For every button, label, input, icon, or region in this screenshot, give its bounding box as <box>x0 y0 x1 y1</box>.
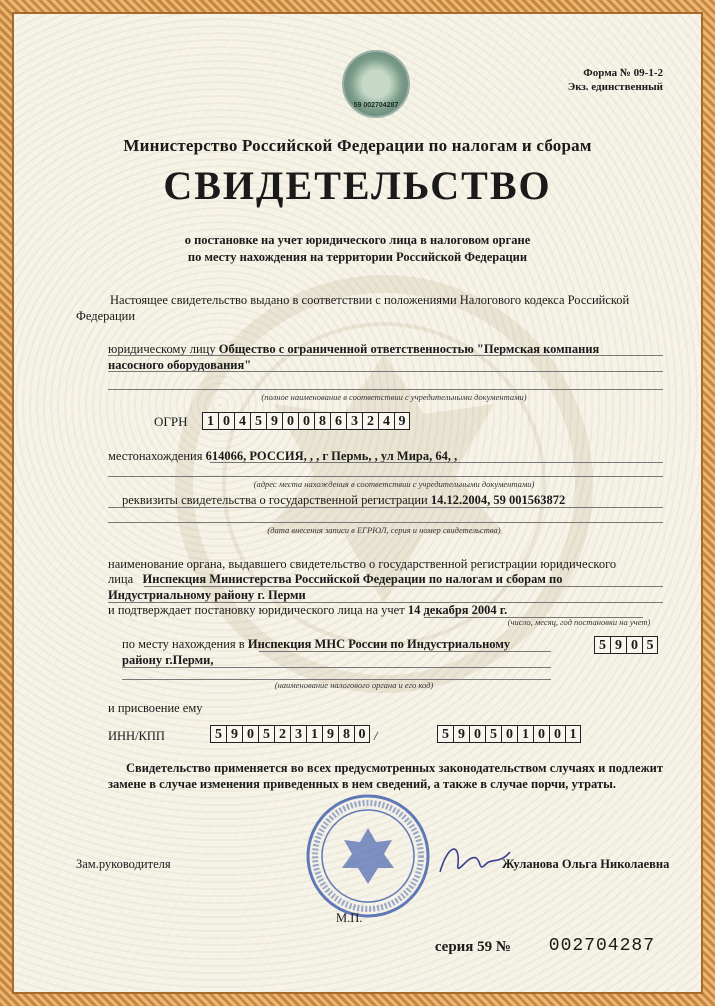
registration-hint: (дата внесения записи в ЕГРЮЛ, серия и номер свидетельства) <box>267 525 501 535</box>
notice-text: Свидетельство применяется во всех предусмотренных законодательством случаях и подлежит замене в случае изменения приведенных в нем сведений, а также в случае порчи, утраты. <box>108 761 663 791</box>
inn-kpp-slash: / <box>374 729 378 743</box>
stamp-placeholder-mp: М.П. <box>336 911 363 925</box>
location-value: 614066, РОССИЯ, , , г Пермь, , ул Мира, 64, , <box>205 449 458 463</box>
assign-text: и присвоение ему <box>108 701 203 715</box>
subtitle-line-1: о постановке на учет юридического лица в налоговом органе <box>184 233 531 247</box>
digit-cell: 1 <box>202 412 218 430</box>
certificate-page <box>12 12 703 994</box>
digit-cell: 1 <box>517 725 533 743</box>
rule <box>108 389 663 390</box>
digit-cell: 5 <box>594 636 610 654</box>
digit-cell: 9 <box>226 725 242 743</box>
tax-office-hint: (наименование налогового органа и его код) <box>274 680 434 690</box>
digit-cell: 9 <box>394 412 410 430</box>
rule <box>108 371 663 372</box>
digit-cell: 6 <box>330 412 346 430</box>
location-hint: (адрес места нахождения в соответствии с учредительными документами) <box>253 479 535 489</box>
digit-cell: 0 <box>218 412 234 430</box>
digit-cell: 5 <box>250 412 266 430</box>
digit-cell: 4 <box>378 412 394 430</box>
issuer-value-line-1: Инспекция Министерства Российской Федерации по налогам и сборам по <box>142 572 563 586</box>
digit-cell: 8 <box>338 725 354 743</box>
digit-cell: 0 <box>549 725 565 743</box>
rule <box>108 355 663 356</box>
digit-cell: 2 <box>362 412 378 430</box>
digit-cell: 0 <box>626 636 642 654</box>
tax-office-code-cells <box>594 636 658 654</box>
digit-cell: 5 <box>642 636 658 654</box>
entity-name-line-2: насосного оборудования" <box>108 358 252 372</box>
location-label: местонахождения <box>108 449 203 463</box>
issuer-label-prefix: лица <box>108 572 134 586</box>
digit-cell: 5 <box>437 725 453 743</box>
tax-office-value-line-2: району г.Перми, <box>122 653 214 667</box>
form-number-text: Форма № 09-1-2 <box>583 67 663 79</box>
digit-cell: 0 <box>533 725 549 743</box>
intro-text: Настоящее свидетельство выдано в соответствии с положениями Налогового кодекса Российской Федерации <box>76 293 630 323</box>
tax-office-label: по месту нахождения в <box>122 637 245 651</box>
ogrn-cells <box>202 412 410 430</box>
issuer-value-line-2: Индустриальному району г. Перми <box>108 588 306 602</box>
entity-label: юридическому лицу <box>108 342 216 356</box>
entity-name-line-1: Общество с ограниченной ответственностью "Пермская компания <box>218 342 600 356</box>
digit-cell: 0 <box>469 725 485 743</box>
rule <box>108 476 663 477</box>
document-subtitle <box>14 232 701 266</box>
document-title: СВИДЕТЕЛЬСТВО <box>163 163 552 208</box>
rule <box>210 462 663 463</box>
tax-office-block <box>122 636 510 652</box>
inn-kpp-label: ИНН/КПП <box>108 729 165 743</box>
ogrn-label: ОГРН <box>154 414 188 429</box>
confirm-hint: (число, месяц, год постановки на учет) <box>507 617 651 627</box>
copy-note: Экз. единственный <box>567 81 663 93</box>
rule <box>108 522 663 523</box>
kpp-cells <box>437 725 581 743</box>
rule <box>144 586 663 587</box>
digit-cell: 3 <box>290 725 306 743</box>
digit-cell: 9 <box>266 412 282 430</box>
official-stamp-icon <box>304 792 432 920</box>
issuer-line-2 <box>108 571 680 587</box>
digit-cell: 2 <box>274 725 290 743</box>
ministry-name: Министерство Российской Федерации по налогам и сборам <box>123 136 592 155</box>
digit-cell: 8 <box>314 412 330 430</box>
digit-cell: 0 <box>242 725 258 743</box>
registration-label: реквизиты свидетельства о государственной регистрации <box>122 493 428 507</box>
digit-cell: 0 <box>354 725 370 743</box>
serial-label: серия 59 № <box>434 939 511 955</box>
rule <box>259 651 551 652</box>
confirm-date: 14 декабря 2004 г. <box>407 603 508 617</box>
tax-office-value-line-1: Инспекция МНС России по Индустриальному <box>247 637 511 651</box>
digit-cell: 1 <box>306 725 322 743</box>
rule <box>108 507 663 508</box>
digit-cell: 9 <box>322 725 338 743</box>
registration-block <box>122 492 565 508</box>
form-number <box>568 66 663 94</box>
digit-cell: 5 <box>485 725 501 743</box>
digit-cell: 9 <box>610 636 626 654</box>
digit-cell: 3 <box>346 412 362 430</box>
confirm-block <box>108 602 507 618</box>
rule <box>122 667 551 668</box>
digit-cell: 0 <box>298 412 314 430</box>
serial-number: 002704287 <box>548 936 655 956</box>
digit-cell: 0 <box>501 725 517 743</box>
digit-cell: 5 <box>210 725 226 743</box>
digit-cell: 4 <box>234 412 250 430</box>
digit-cell: 0 <box>282 412 298 430</box>
digit-cell: 1 <box>565 725 581 743</box>
issuer-label-line-1: наименование органа, выдавшего свидетельство о государственной регистрации юридического <box>108 557 617 571</box>
digit-cell: 9 <box>453 725 469 743</box>
inn-cells <box>210 725 370 743</box>
hologram-number: 59 002704287 <box>353 102 399 109</box>
entity-hint: (полное наименование в соответствии с учредительными документами) <box>261 392 527 402</box>
registration-value: 14.12.2004, 59 001563872 <box>430 493 566 507</box>
subtitle-line-2: по месту нахождения на территории Российской Федерации <box>187 250 528 264</box>
signer-name: Жуланова Ольга Николаевна <box>502 857 670 871</box>
digit-cell: 5 <box>258 725 274 743</box>
signer-position: Зам.руководителя <box>76 857 171 871</box>
confirm-text: и подтверждает постановку юридического лица на учет <box>108 603 405 617</box>
